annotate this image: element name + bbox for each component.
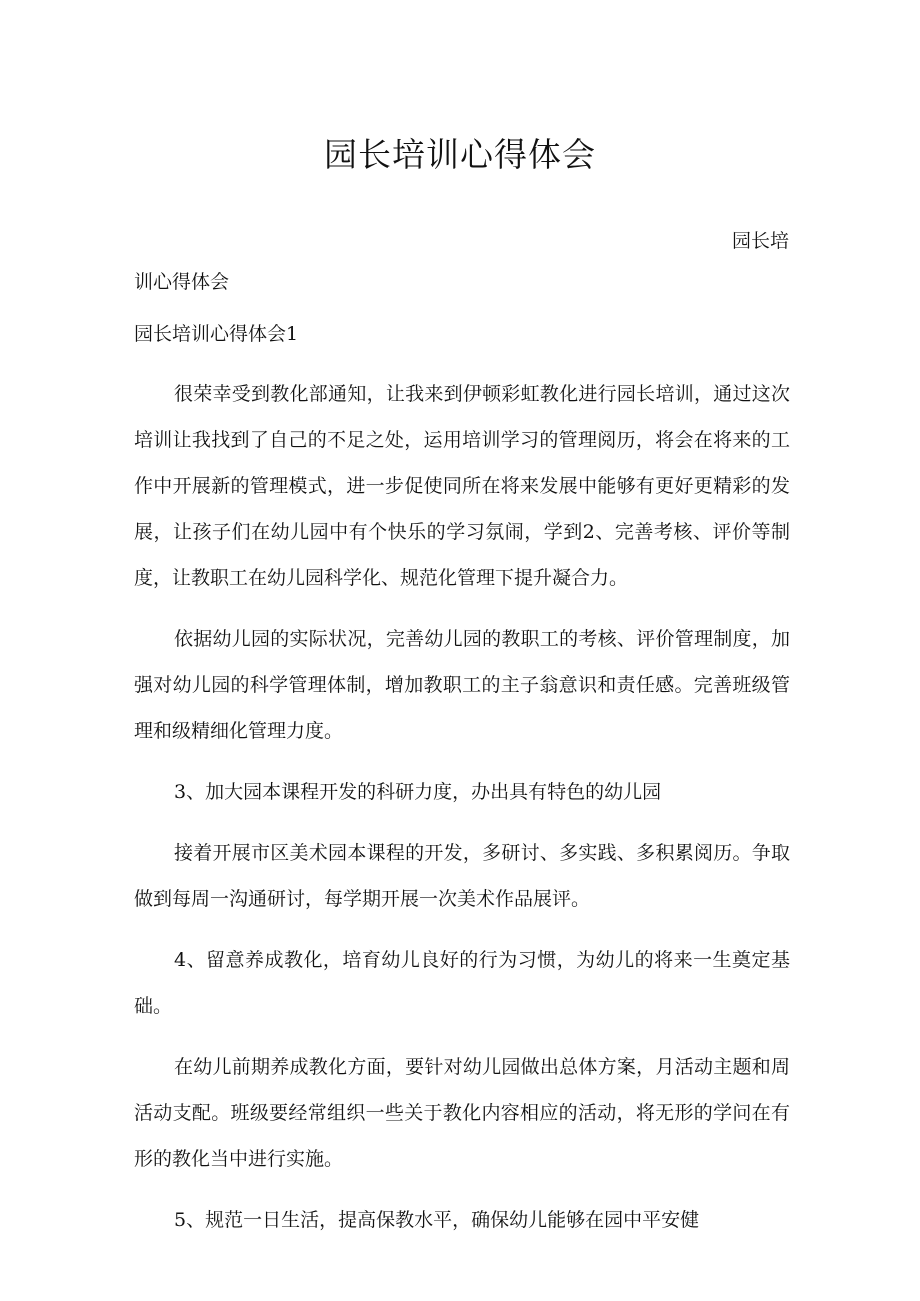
heading-item-3: 3、加大园本课程开发的科研力度，办出具有特色的幼儿园 xyxy=(174,781,662,803)
paragraph-evaluation: 依据幼儿园的实际状况，完善幼儿园的教职工的考核、评价管理制度，加强对幼儿园的科学管理体制，增加教职工的主子翁意识和责任感。完善班级管理和级精细化管理力度。 xyxy=(134,628,790,742)
heading-item-4: 4、留意养成教化，培育幼儿良好的行为习惯，为幼儿的将来一生奠定基础。 xyxy=(134,949,790,1017)
document-body xyxy=(134,267,790,1258)
subtitle-continuation: 训心得体会 xyxy=(134,271,230,293)
section-heading: 园长培训心得体会1 xyxy=(134,323,299,345)
paragraph-habits: 在幼儿前期养成教化方面，要针对幼儿园做出总体方案，月活动主题和周活动支配。班级要经常组织一些关于教化内容相应的活动，将无形的学问在有形的教化当中进行实施。 xyxy=(134,1056,790,1170)
document-title: 园长培训心得体会 xyxy=(324,135,596,174)
heading-item-5: 5、规范一日生活，提高保教水平，确保幼儿能够在园中平安健 xyxy=(174,1209,700,1231)
byline: 园长培 xyxy=(731,230,789,252)
paragraph-intro: 很荣幸受到教化部通知，让我来到伊顿彩虹教化进行园长培训，通过这次培训让我找到了自己的不足之处，运用培训学习的管理阅历，将会在将来的工作中开展新的管理模式，进一步促使同所在将来发展中能够有更好更精彩的发展，让孩子们在幼儿园中有个快乐的学习氛闹，学到2、完善考核、评价等制度，让教职工在幼儿园科学化、规范化管理下提升凝合力。 xyxy=(134,383,790,589)
paragraph-curriculum: 接着开展市区美术园本课程的开发，多研讨、多实践、多积累阅历。争取做到每周一沟通研讨，每学期开展一次美术作品展评。 xyxy=(134,842,790,910)
